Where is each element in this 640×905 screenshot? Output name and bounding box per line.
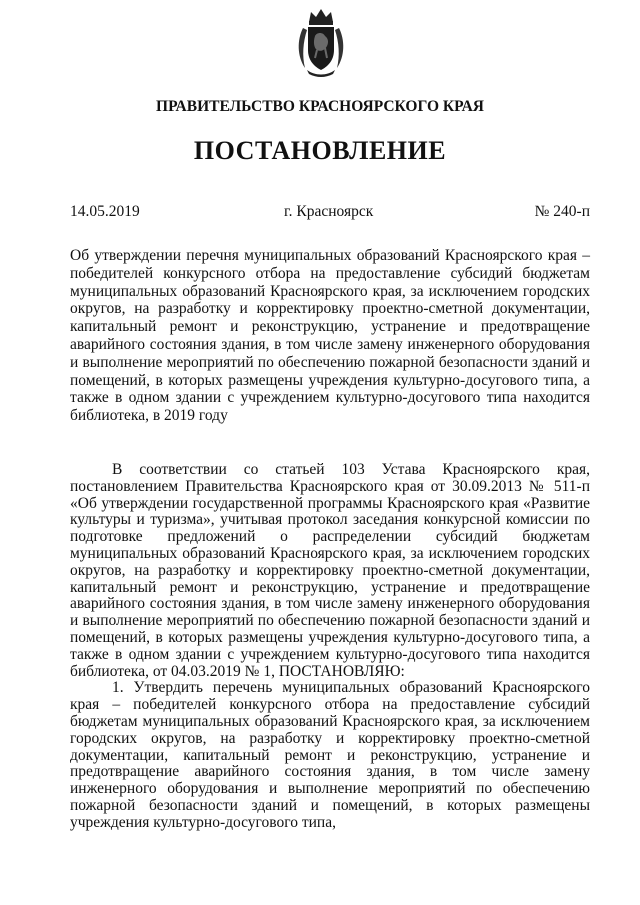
coat-of-arms-icon: [295, 6, 347, 78]
document-date: 14.05.2019: [70, 203, 140, 220]
document-city: г. Красноярск: [284, 203, 374, 220]
organization-title: ПРАВИТЕЛЬСТВО КРАСНОЯРСКОГО КРАЯ: [156, 98, 484, 115]
document-meta-row: [70, 203, 590, 223]
document-body: [70, 462, 590, 832]
preamble-paragraph: В соответствии со статьей 103 Устава Красноярского края, постановлением Правительства Красноярского края от 30.09.2013 № 511-п «Об утверждении государственной программы Красноярского края «Развитие культуры и туризма», учитывая протокол заседания конкурсной комиссии по подготовке предложений о распределении субсидий бюджетам муниципальных образований Красноярского края, за исключением городских округов, на разработку и корректировку проектно-сметной документации, капитальный ремонт и реконструкцию, устранение и предотвращение аварийного состояния здания, в том числе замену инженерного оборудования и выполнение мероприятий по обеспечению пожарной безопасности зданий и помещений, в которых размещены учреждения культурно-досугового типа, а также в одном здании с учреждением культурно-досугового типа находится библиотека, от 04.03.2019 № 1, ПОСТАНОВЛЯЮ:: [70, 461, 590, 680]
document-number: № 240-п: [534, 203, 590, 220]
document-subject: Об утверждении перечня муниципальных образований Красноярского края – победителей конкурсного отбора на предоставление субсидий бюджетам муниципальных образований Красноярского края, за исключением городских округов, на разработку и корректировку проектно-сметной документации, капитальный ремонт и реконструкцию, устранение и предотвращение аварийного состояния здания, в том числе замену инженерного оборудования и выполнение мероприятий по обеспечению пожарной безопасности зданий и помещений, в которых размещены учреждения культурно-досугового типа, а также в одном здании с учреждением культурно-досугового типа находится библиотека, в 2019 году: [70, 247, 590, 425]
document-type-title: ПОСТАНОВЛЕНИЕ: [193, 136, 447, 165]
item-1-paragraph: 1. Утвердить перечень муниципальных образований Красноярского края – победителей конкурсного отбора на предоставление субсидий бюджетам муниципальных образований Красноярского края, за исключением городских округов, на разработку и корректировку проектно-сметной документации, капитальный ремонт и реконструкцию, устранение и предотвращение аварийного состояния здания, в том числе замену инженерного оборудования и выполнение мероприятий по обеспечению пожарной безопасности зданий и помещений, в которых размещены учреждения культурно-досугового типа,: [70, 679, 590, 831]
